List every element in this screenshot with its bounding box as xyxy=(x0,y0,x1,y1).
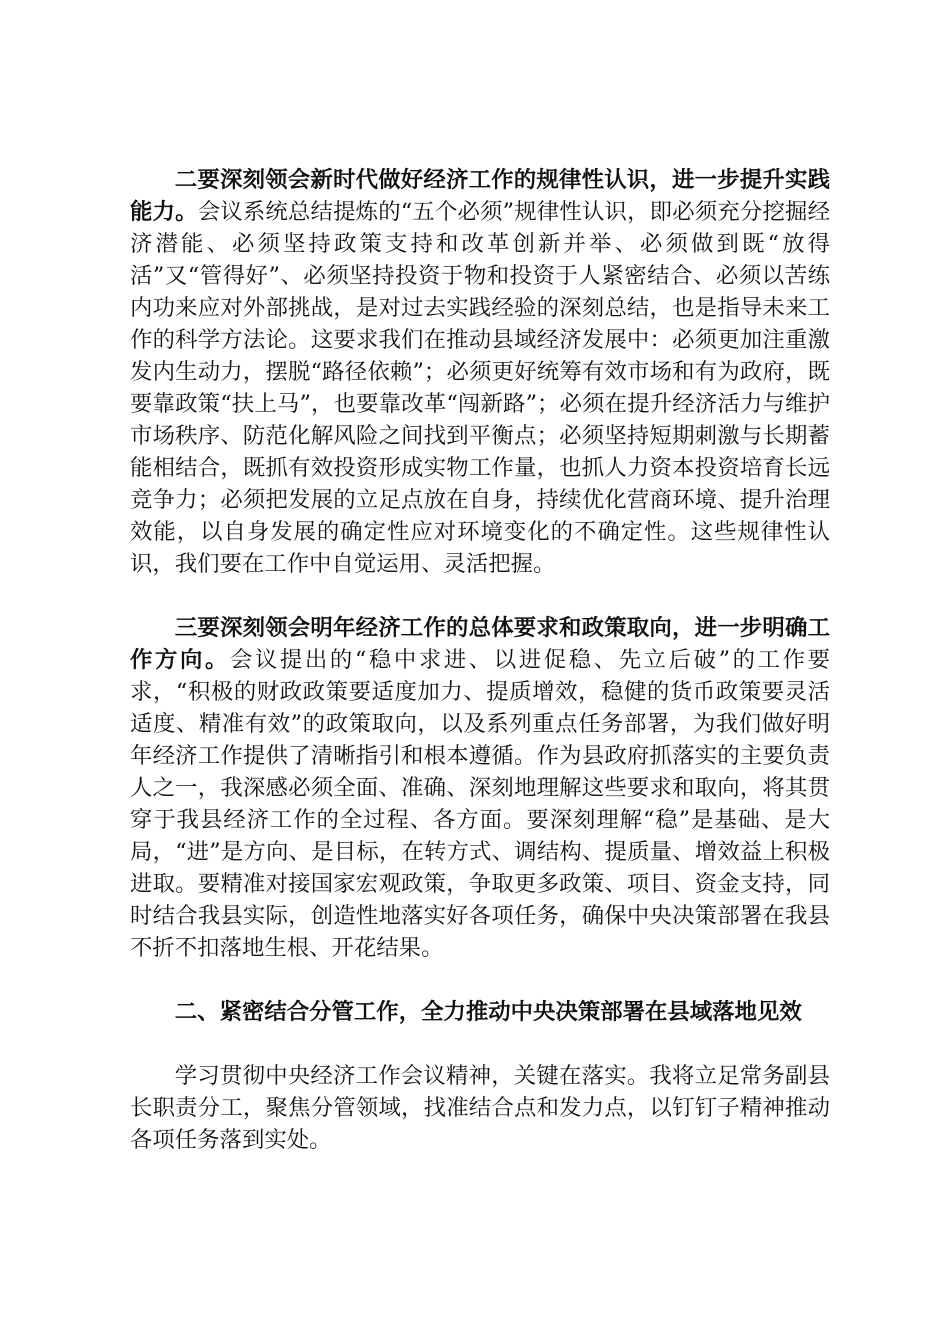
paragraph-policy-orientation xyxy=(130,612,830,964)
section-heading: 二、紧密结合分管工作，全力推动中央决策部署在县域落地见效 xyxy=(174,999,802,1025)
paragraph-spacer xyxy=(130,964,830,996)
document-page xyxy=(130,164,830,1156)
paragraph-lead: 三要深刻领会明年经济工作的总体要求和政策取向，进一步明确工作方向。 xyxy=(130,615,830,673)
paragraph-body: 会议系统总结提炼的“五个必须”规律性认识，即必须充分挖掘经济潜能、必须坚持政策支持和改革创新并举、必须做到既“放得活”又“管得好”、必须坚持投资于物和投资于人紧密结合、必须以苦练内功来应对外部挑战，是对过去实践经验的深刻总结，也是指导未来工作的科学方法论。这要求我们在推动县域经济发展中：必须更加注重激发内生动力，摆脱“路径依赖”；必须更好统筹有效市场和有为政府，既要靠政策“扶上马”，也要靠改革“闯新路”；必须在提升经济活力与维护市场秩序、防范化解风险之间找到平衡点；必须坚持短期刺激与长期蓄能相结合，既抓有效投资形成实物工作量，也抓人力资本投资培育长远竞争力；必须把发展的立足点放在自身，持续优化营商环境、提升治理效能，以自身发展的确定性应对环境变化的不确定性。这些规律性认识，我们要在工作中自觉运用、灵活把握。 xyxy=(130,199,830,577)
paragraph-spacer xyxy=(130,580,830,612)
paragraph-lead: 二要深刻领会新时代做好经济工作的规律性认识，进一步提升实践能力。 xyxy=(130,167,830,225)
paragraph-implementation: 学习贯彻中央经济工作会议精神，关键在落实。我将立足常务副县长职责分工，聚焦分管领域，找准结合点和发力点，以钉钉子精神推动各项任务落到实处。 xyxy=(130,1063,830,1153)
paragraph-spacer xyxy=(130,1028,830,1060)
paragraph-body: 会议提出的“稳中求进、以进促稳、先立后破”的工作要求，“积极的财政政策要适度加力、提质增效，稳健的货币政策要灵活适度、精准有效”的政策取向，以及系列重点任务部署，为我们做好明年经济工作提供了清晰指引和根本遵循。作为县政府抓落实的主要负责人之一，我深感必须全面、准确、深刻地理解这些要求和取向，将其贯穿于我县经济工作的全过程、各方面。要深刻理解“稳”是基础、是大局，“进”是方向、是目标，在转方式、调结构、提质量、增效益上积极进取。要精准对接国家宏观政策，争取更多政策、项目、资金支持，同时结合我县实际，创造性地落实好各项任务，确保中央决策部署在我县不折不扣落地生根、开花结果。 xyxy=(130,647,830,961)
paragraph-rules-understanding xyxy=(130,164,830,580)
